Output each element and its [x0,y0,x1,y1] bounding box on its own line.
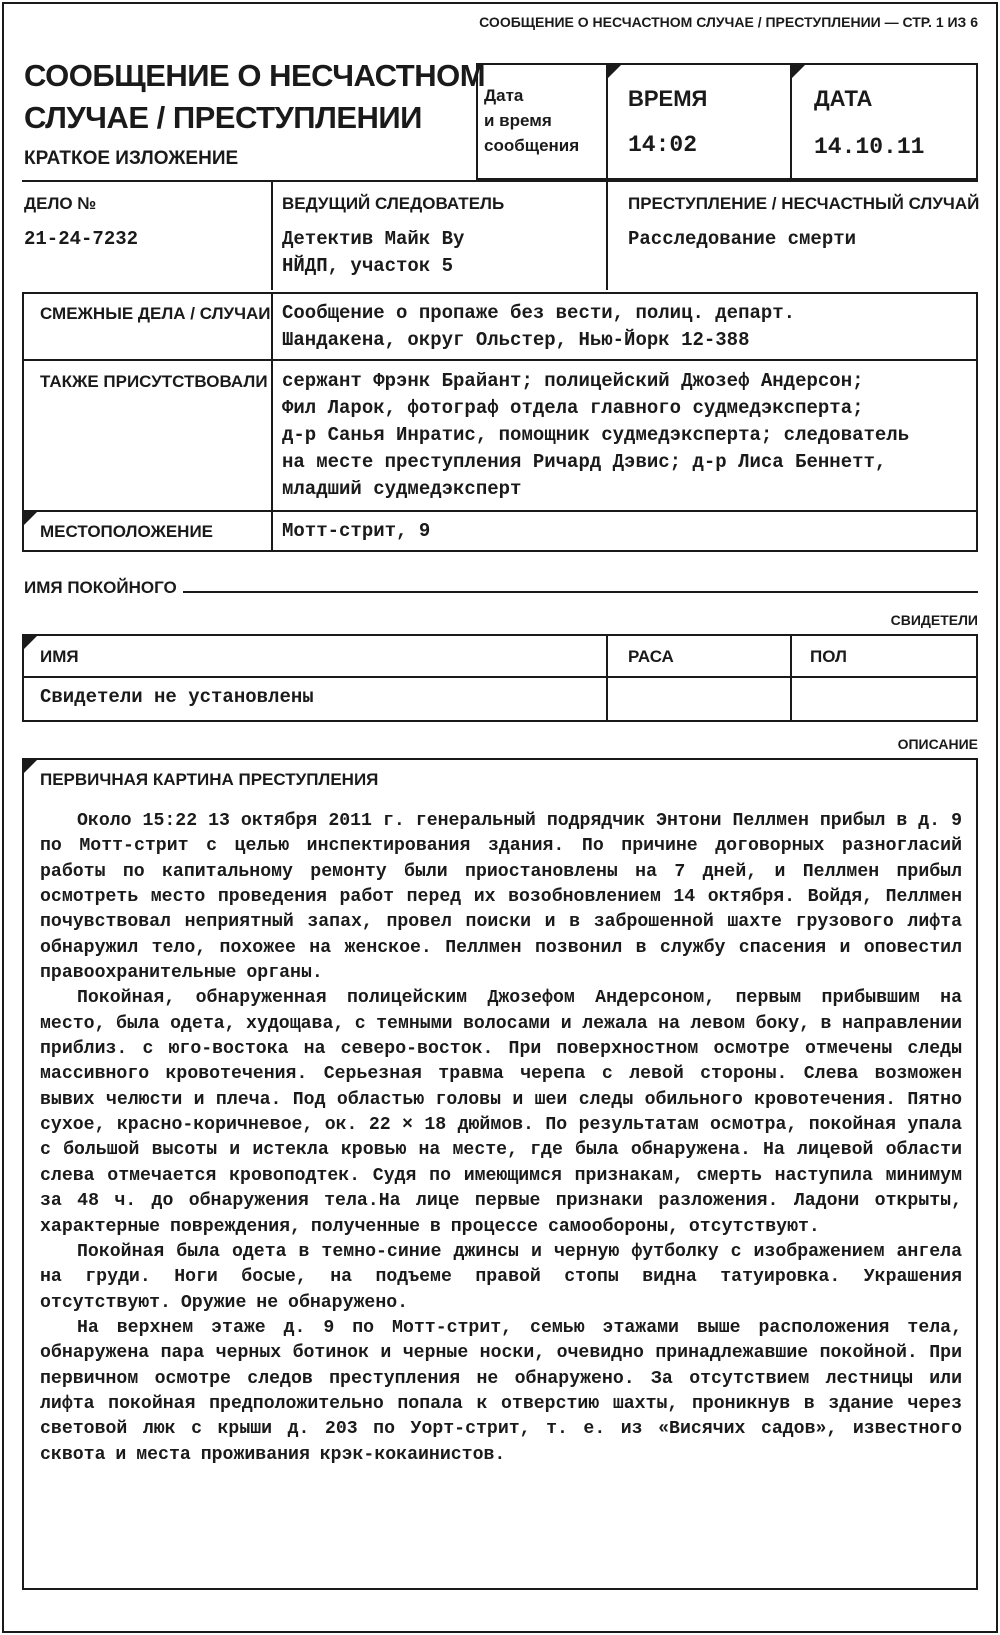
related-cases-label: СМЕЖНЫЕ ДЕЛА / СЛУЧАИ [40,304,271,323]
description-section-label: ОПИСАНИЕ [897,736,978,752]
crime-type-value: Расследование смерти [628,228,857,250]
description-box-label: ПЕРВИЧНАЯ КАРТИНА ПРЕСТУПЛЕНИЯ [40,770,379,789]
time-value: 14:02 [628,132,698,158]
related-cases-line2: Шандакена, округ Ольстер, Нью-Йорк 12-388 [282,329,750,351]
time-corner-marker [608,65,628,85]
time-label: ВРЕМЯ [628,86,708,111]
location-value: Мотт-стрит, 9 [282,520,431,542]
lead-investigator-line2: НЙДП, участок 5 [282,255,454,277]
also-present-line2: Фил Ларок, фотограф отдела главного судмедэксперта; [282,397,864,419]
running-title: СООБЩЕНИЕ О НЕСЧАСТНОМ СЛУЧАЕ / ПРЕСТУПЛЕНИИ — СТР. 1 ИЗ 6 [479,14,978,30]
report-title-line2: СЛУЧАЕ / ПРЕСТУПЛЕНИИ [24,100,422,135]
lead-investigator-label: ВЕДУЩИЙ СЛЕДОВАТЕЛЬ [282,194,505,213]
narrative-paragraph: Покойная, обнаруженная полицейским Джозефом Андерсоном, первым прибывшим на место, была одета, худощава, с темными волосами и лежала на левом боку, в направлении приблиз. с юго-востока на северо-восток. При поверхностном осмотре отмечены следы массивного кровотечения. Серьезная травма черепа с левой стороны. Слева возможен вывих челюсти и плеча. Под областью головы и шеи следы обильного кровотечения. Пятно сухое, красно-коричневое, ок. 22 × 18 дюймов. По результатам осмотра, покойная упала с большой высоты и истекла кровью на месте, где была обнаружена. На лицевой области слева отмечается кровоподтек. Судя по имеющимся признакам, смерть наступила минимум за 48 ч. до обнаружения тела.На лице первые признаки разложения. Ладони открыты, характерные повреждения, полученные в процессе самообороны, отсутствуют. [40,988,962,1237]
datetime-label-line1: Дата [484,86,524,105]
date-label: ДАТА [814,86,873,111]
report-title-line1: СООБЩЕНИЕ О НЕСЧАСТНОМ [24,58,486,93]
deceased-section-label: ИМЯ ПОКОЙНОГО [24,578,177,597]
witnesses-section-label: СВИДЕТЕЛИ [890,612,978,628]
also-present-line4: на месте преступления Ричард Дэвис; д-р Лиса Беннетт, [282,451,887,473]
also-present-line5: младший судмедэксперт [282,478,522,500]
related-cases-line1: Сообщение о пропаже без вести, полиц. департ. [282,302,796,324]
also-present-line1: сержант Фрэнк Брайант; полицейский Джозеф Андерсон; [282,370,864,392]
witnesses-col-name: ИМЯ [40,647,79,666]
also-present-label: ТАКЖЕ ПРИСУТСТВОВАЛИ [40,372,268,391]
location-label: МЕСТОПОЛОЖЕНИЕ [40,522,214,541]
date-corner-marker [792,65,812,85]
crime-type-label: ПРЕСТУПЛЕНИЕ / НЕСЧАСТНЫЙ СЛУЧАЙ [628,194,980,213]
report-subtitle: КРАТКОЕ ИЗЛОЖЕНИЕ [24,148,239,169]
datetime-label-line2: и время [484,111,552,130]
narrative-paragraph: Около 15:22 13 октября 2011 г. генеральный подрядчик Энтони Пеллмен прибыл в д. 9 по Мотт-стрит с целью инспектирования здания. По причине договорных разногласий работы по капитальному ремонту были приостановлены на 7 дней, и Пеллмен прибыл осмотреть место проведения работ перед их возобновлением 14 октября. Войдя, Пеллмен почувствовал неприятный запах, провел поиски и в заброшенной шахте грузового лифта обнаружил тело, похожее на женское. Пеллмен позвонил в службу спасения и оповестил правоохранительные органы. [40,811,962,984]
witnesses-col-race: РАСА [628,647,674,666]
case-number-value: 21-24-7232 [24,228,139,250]
witnesses-row-name: Свидетели не установлены [40,686,314,708]
also-present-line3: д-р Санья Инратис, помощник судмедэксперта; следователь [282,424,910,446]
date-value: 14.10.11 [814,134,925,160]
narrative-paragraph: Покойная была одета в темно-синие джинсы и черную футболку с изображением ангела на груди. Ноги босые, на подъеме правой стопы видна татуировка. Украшения отсутствуют. Оружие не обнаружено. [40,1241,962,1313]
deceased-rule [183,591,978,593]
lead-investigator-line1: Детектив Майк Ву [282,228,465,250]
datetime-label-line3: сообщения [484,136,580,155]
case-number-label: ДЕЛО № [24,194,97,213]
narrative-paragraph: На верхнем этаже д. 9 по Мотт-стрит, семью этажами выше расположения тела, обнаружена пара черных ботинок и черные носки, очевидно принадлежавшие покойной. При первичном осмотре следов преступления не обнаружено. За отсутствием лестницы или лифта покойная предположительно попала к отверстию шахты, проникнув в здание через световой люк с крыши д. 203 по Уорт-стрит, т. е. из «Висячих садов», известного сквота и места проживания крэк-кокаинистов. [40,1317,962,1465]
crime-scene-narrative [40,809,962,1468]
witnesses-col-sex: ПОЛ [810,647,847,666]
